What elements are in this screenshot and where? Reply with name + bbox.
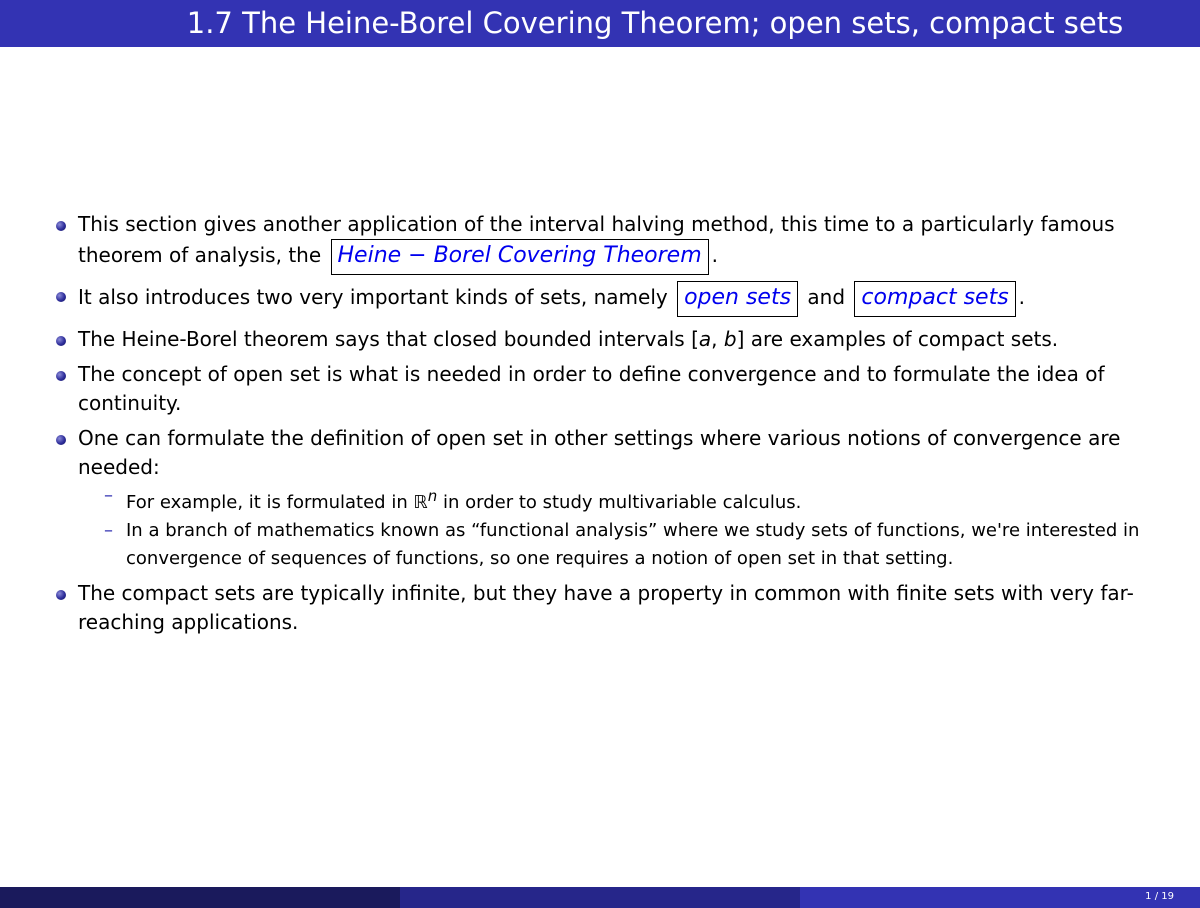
math-exp-n: n — [427, 487, 438, 505]
footer-segment-left — [0, 887, 400, 908]
math-var-b: b — [723, 327, 737, 351]
bullet-punct: . — [711, 243, 719, 267]
math-rn: ℝ — [413, 492, 428, 513]
bullet-text: The concept of open set is what is needed in order to define convergence and to formulate the idea of continuity. — [78, 362, 1105, 415]
sub-item-functional-analysis — [104, 517, 1179, 573]
dash-icon: – — [104, 485, 113, 506]
bullet-text: One can formulate the definition of open set in other settings where various notions of convergence are needed: — [78, 426, 1121, 479]
page-number: 1 / 19 — [1145, 891, 1174, 902]
boxed-term-heine-borel: Heine − Borel Covering Theorem — [331, 239, 709, 275]
boxed-term-compact-sets: compact sets — [854, 281, 1015, 317]
sub-text: in order to study multivariable calculus. — [437, 492, 802, 513]
bullet-text: The Heine-Borel theorem says that closed bounded intervals [ — [78, 327, 699, 351]
bullet-text: ] are examples of compact sets. — [736, 327, 1059, 351]
footer-segment-right — [800, 887, 1200, 908]
bullet-ball-icon — [56, 221, 66, 231]
dash-icon: – — [104, 520, 113, 541]
sub-item-multivariable — [104, 482, 1179, 517]
footer-bar — [0, 887, 1200, 908]
footer-segment-middle — [400, 887, 800, 908]
bullet-item-heine-borel — [54, 210, 1179, 275]
bullet-item-compact-sets-property — [54, 579, 1179, 637]
bullet-ball-icon — [56, 292, 66, 302]
sub-text: For example, it is formulated in — [126, 492, 414, 513]
sub-bullet-list — [78, 482, 1179, 573]
math-comma: , — [711, 327, 724, 351]
bullet-item-closed-intervals — [54, 325, 1179, 354]
bullet-item-other-settings — [54, 424, 1179, 573]
bullet-text: The compact sets are typically infinite, but they have a property in common with finite sets with very far-reaching applications. — [78, 581, 1134, 634]
bullet-punct: . — [1018, 285, 1026, 309]
bullet-ball-icon — [56, 371, 66, 381]
slide-title: 1.7 The Heine-Borel Covering Theorem; open sets, compact sets — [186, 6, 1124, 40]
boxed-term-open-sets: open sets — [677, 281, 798, 317]
sub-text: In a branch of mathematics known as “functional analysis” where we study sets of functions, we're interested in convergence of sequences of functions, so one requires a notion of open set in that setting. — [126, 520, 1140, 569]
bullet-text-and: and — [807, 285, 846, 309]
bullet-item-kinds-of-sets — [54, 281, 1179, 317]
math-var-a: a — [698, 327, 712, 351]
bullet-item-open-set-concept — [54, 360, 1179, 418]
bullet-ball-icon — [56, 590, 66, 600]
title-bar — [0, 0, 1200, 47]
bullet-text: This section gives another application of the interval halving method, this time to a particularly famous theorem of analysis, the — [78, 212, 1115, 267]
bullet-text: It also introduces two very important kinds of sets, namely — [78, 285, 668, 309]
slide-content — [54, 210, 1179, 643]
bullet-ball-icon — [56, 336, 66, 346]
bullet-list — [54, 210, 1179, 637]
bullet-ball-icon — [56, 435, 66, 445]
